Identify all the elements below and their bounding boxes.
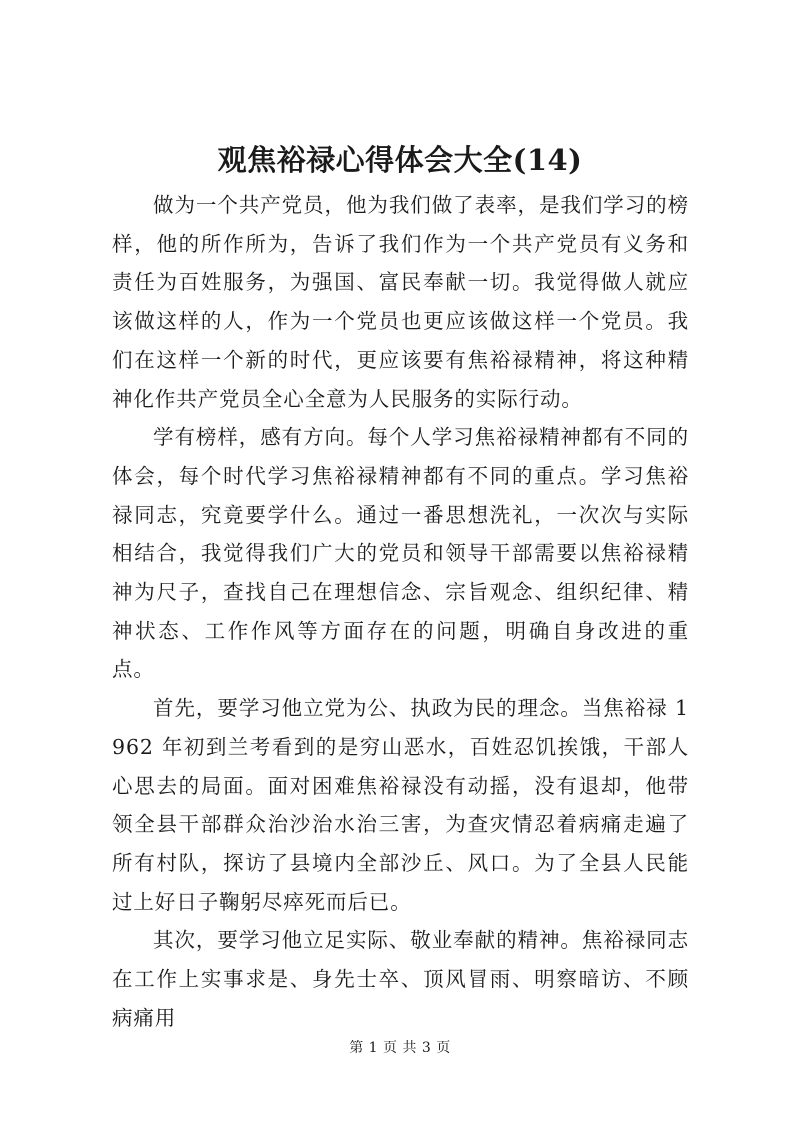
document-title: 观焦裕禄心得体会大全(14) (217, 143, 583, 177)
document-body (112, 186, 689, 1037)
paragraph-1: 做为一个共产党员，他为我们做了表率，是我们学习的榜样，他的所作所为，告诉了我们作为一个共产党员有义务和责任为百姓服务，为强国、富民奉献一切。我觉得做人就应该做这样的人，作为一个党员也更应该做这样一个党员。我们在这样一个新的时代，更应该要有焦裕禄精神，将这种精神化作共产党员全心全意为人民服务的实际行动。 (112, 193, 689, 411)
page-number-footer: 第 1 页 共 3 页 (349, 1040, 451, 1056)
paragraph-2: 学有榜样，感有方向。每个人学习焦裕禄精神都有不同的体会，每个时代学习焦裕禄精神都有不同的重点。学习焦裕禄同志，究竟要学什么。通过一番思想洗礼，一次次与实际相结合，我觉得我们广大的党员和领导干部需要以焦裕禄精神为尺子，查找自己在理想信念、宗旨观念、组织纪律、精神状态、工作作风等方面存在的问题，明确自身改进的重点。 (112, 425, 689, 682)
paragraph-3: 首先，要学习他立党为公、执政为民的理念。当焦裕禄 1962 年初到兰考看到的是穷山恶水，百姓忍饥挨饿，干部人心思去的局面。面对困难焦裕禄没有动摇，没有退却，他带领全县干部群众治沙治水治三害，为查灾情忍着病痛走遍了所有村队，探访了县境内全部沙丘、风口。为了全县人民能过上好日子鞠躬尽瘁死而后已。 (112, 696, 689, 914)
paragraph-4: 其次，要学习他立足实际、敬业奉献的精神。焦裕禄同志在工作上实事求是、身先士卒、顶风冒雨、明察暗访、不顾病痛用 (112, 928, 689, 1030)
